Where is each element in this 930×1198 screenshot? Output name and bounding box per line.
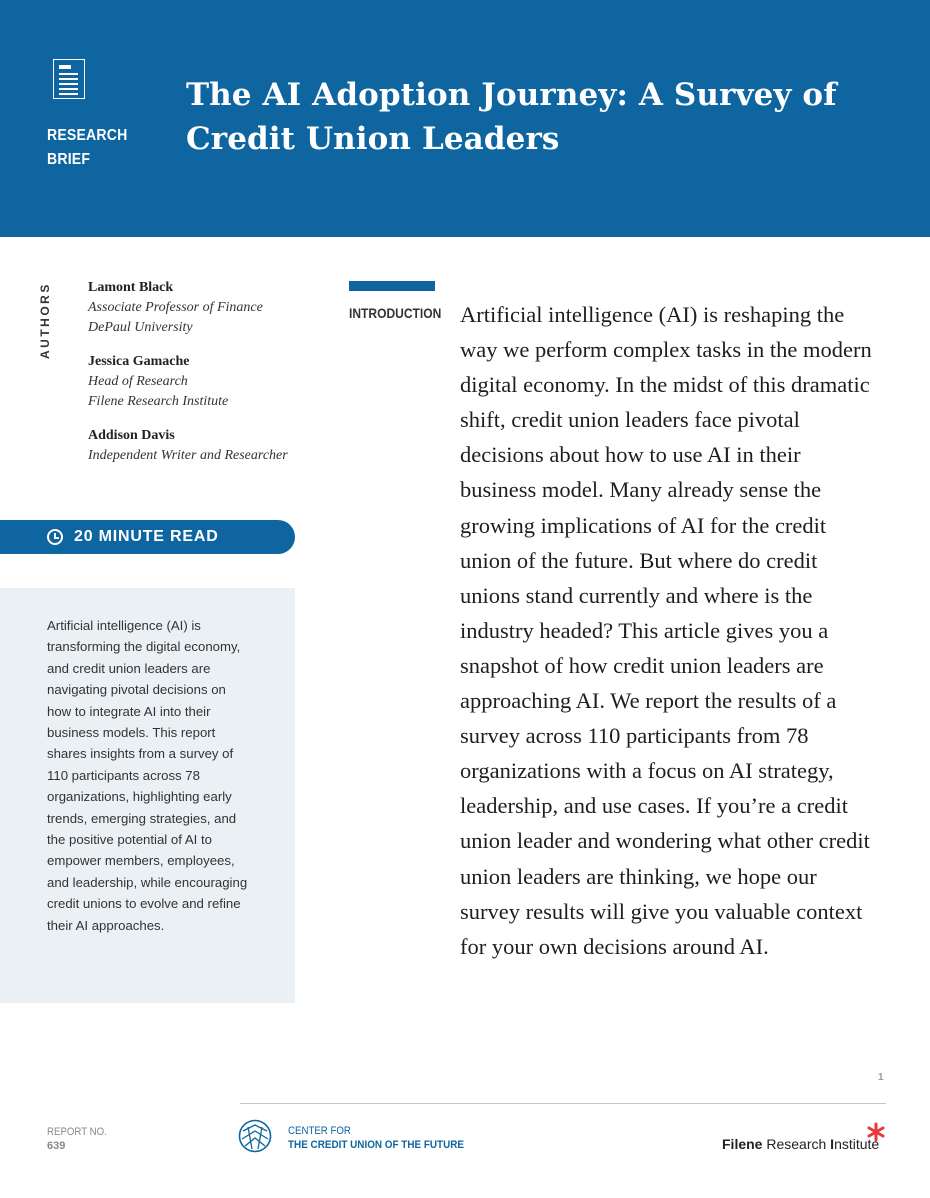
- author-list: [88, 278, 318, 480]
- report-number: 639: [47, 1140, 66, 1152]
- introduction-label: INTRODUCTION: [349, 305, 442, 321]
- page-title: The AI Adoption Journey: A Survey of Credit Union Leaders: [186, 77, 837, 157]
- author-org: Filene Research Institute: [88, 394, 229, 409]
- publisher-logo-text: Filene Research Institute: [722, 1136, 880, 1152]
- section-accent-bar: [349, 281, 435, 291]
- author-item: [88, 426, 318, 466]
- author-name: Jessica Gamache: [88, 354, 190, 369]
- header-banner: [0, 0, 930, 237]
- author-name: Addison Davis: [88, 428, 175, 443]
- report-number-label: REPORT NO.: [47, 1126, 107, 1138]
- author-title: Associate Professor of Finance: [88, 300, 263, 315]
- author-title: Head of Research: [88, 374, 188, 389]
- document-icon: [53, 59, 85, 99]
- research-brief-label: RESEARCH BRIEF: [47, 127, 128, 168]
- asterisk-logo-icon: [866, 1122, 886, 1142]
- center-name-line2: THE CREDIT UNION OF THE FUTURE: [288, 1139, 465, 1151]
- author-org: DePaul University: [88, 320, 193, 335]
- author-item: [88, 352, 318, 412]
- summary-text: Artificial intelligence (AI) is transforming the digital economy, and credit union leaders are navigating pivotal decisions on how to integrate AI into their business models. This report shares insights from a survey of 110 participants across 78 organizations, highlighting early trends, emerging strategies, and the positive potential of AI to empower members, employees, and leadership, while encouraging credit unions to evolve and refine their AI approaches.: [47, 618, 248, 933]
- author-name: Lamont Black: [88, 280, 174, 295]
- authors-label: AUTHORS: [38, 282, 52, 359]
- center-logo-icon: [238, 1119, 272, 1153]
- read-time-badge: [0, 520, 295, 554]
- read-time-label: 20 MINUTE READ: [74, 528, 219, 545]
- footer-divider: [240, 1103, 886, 1104]
- author-title: Independent Writer and Researcher: [88, 448, 288, 463]
- center-name-line1: CENTER FOR: [288, 1125, 351, 1137]
- clock-icon: [47, 529, 63, 545]
- author-item: [88, 278, 318, 338]
- introduction-text: Artificial intelligence (AI) is reshaping the way we perform complex tasks in the modern digital economy. In the midst of this dramatic shift, credit union leaders face pivotal decisions about how to use AI in their business model. Many already sense the growing implications of AI for the credit union of the future. But where do credit unions stand currently and where is the industry headed? This article gives you a snapshot of how credit union leaders are approaching AI. We report the results of a survey across 110 participants from 78 organizations with a focus on AI strategy, leadership, and use cases. If you’re a credit union leader and wondering what other credit union leaders are thinking, we hope our survey results will give you valuable context for your own decisions around AI.: [460, 302, 872, 959]
- page-number: 1: [878, 1072, 884, 1083]
- summary-panel: [0, 588, 295, 1003]
